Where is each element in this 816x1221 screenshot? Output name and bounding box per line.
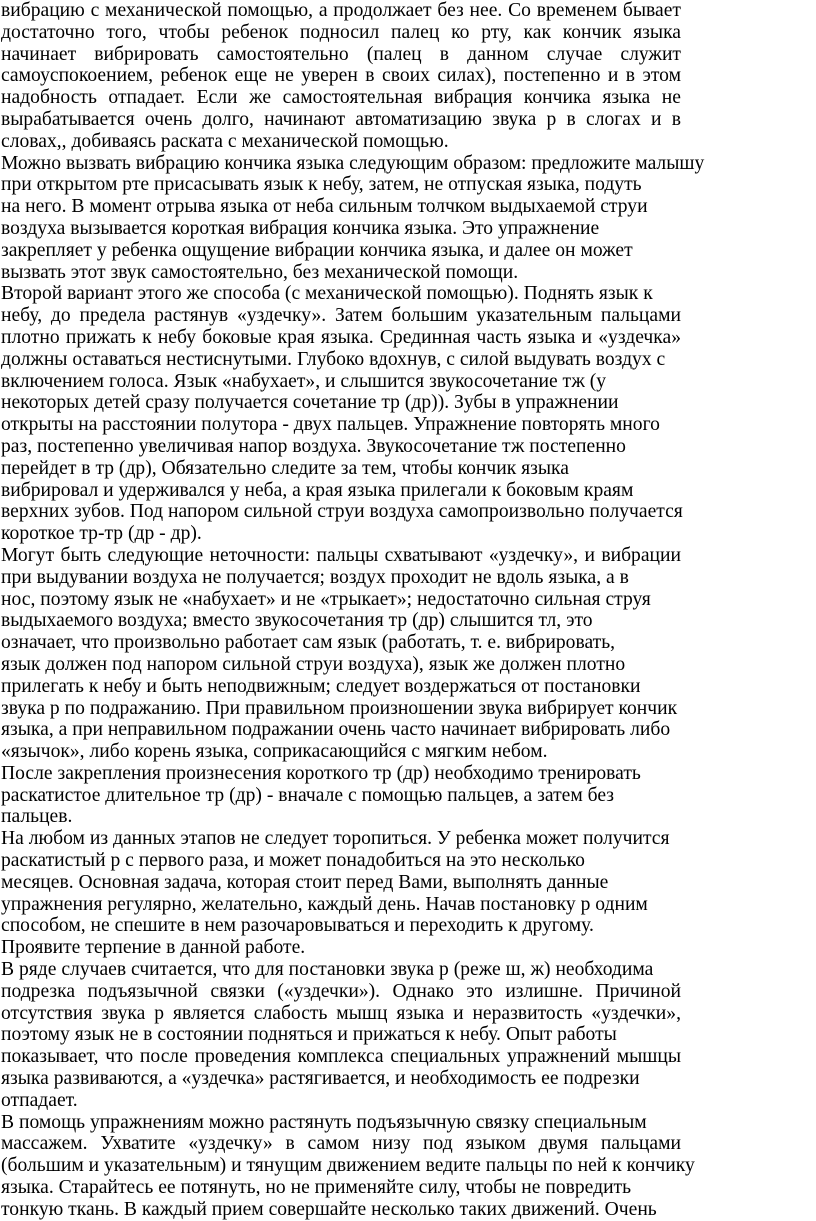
text-line: месяцев. Основная задача, которая стоит перед Вами, выполнять данные	[1, 871, 609, 893]
text-line: После закрепления произнесения короткого тр (др) необходимо тренировать	[1, 762, 641, 784]
text-line: достаточно того, чтобы ребенок подносил палец ко рту, как кончик языка	[1, 21, 681, 43]
text-line: (большим и указательным) и тянущим движением ведите пальцы по ней к кончику	[1, 1155, 695, 1177]
text-line: вибрацию с механической помощью, а продолжает без нее. Со временем бывает	[1, 0, 681, 21]
text-line: показывает, что после проведения комплекса специальных упражнений мышцы	[1, 1046, 681, 1068]
text-line: надобность отпадает. Если же самостоятельная вибрация кончика языка не	[1, 87, 681, 109]
text-line: упражнения регулярно, желательно, каждый день. Начав постановку р одним	[1, 893, 648, 915]
text-line: поэтому язык не в состоянии подняться и прижаться к небу. Опыт работы	[1, 1024, 617, 1046]
text-line: при открытом рте присасывать язык к небу, затем, не отпуская языка, подуть	[1, 174, 642, 196]
text-line: массажем. Ухватите «уздечку» в самом низу под языком двумя пальцами	[1, 1133, 681, 1155]
text-line: включением голоса. Язык «набухает», и слышится звукосочетание тж (у	[1, 370, 607, 392]
text-line: небу, до предела растянув «уздечку». Затем большим указательным пальцами	[1, 305, 681, 327]
text-line: язык должен под напором сильной струи воздуха), язык же должен плотно	[1, 653, 626, 675]
text-line: языка, а при неправильном подражании очень часто начинает вибрировать либо	[1, 719, 671, 741]
paragraph	[1, 1111, 695, 1221]
text-line: Проявите терпение в данной работе.	[1, 937, 306, 959]
text-line: вызвать этот звук самостоятельно, без механической помощи.	[1, 261, 519, 283]
text-line: тонкую ткань. В каждый прием совершайте несколько таких движений. Очень	[1, 1198, 657, 1220]
paragraph	[1, 545, 681, 763]
text-line: словах,, добиваясь раската с механической помощью.	[1, 130, 449, 152]
text-line: начинает вибрировать самостоятельно (палец в данном случае служит	[1, 43, 681, 65]
text-line: самоуспокоением, ребенок еще не уверен в своих силах), постепенно и в этом	[1, 65, 681, 87]
text-line: при выдувании воздуха не получается; воздух проходит не вдоль языка, а в	[1, 566, 629, 588]
text-line: должны оставаться нестиснутыми. Глубоко вдохнув, с силой выдувать воздух с	[1, 348, 666, 370]
text-line: выдыхаемого воздуха; вместо звукосочетания тр (др) слышится тл, это	[1, 610, 593, 632]
text-line: Второй вариант этого же способа (с механической помощью). Поднять язык к	[1, 283, 653, 305]
text-line: означает, что произвольно работает сам язык (работать, т. е. вибрировать,	[1, 632, 616, 654]
text-line: верхних зубов. Под напором сильной струи воздуха самопроизвольно получается	[1, 501, 683, 523]
text-line: закрепляет у ребенка ощущение вибрации кончика языка, и далее он может	[1, 239, 633, 261]
text-line: языка. Старайтесь ее потянуть, но не применяйте силу, чтобы не повредить	[1, 1177, 632, 1199]
text-line: отсутствия звука р является слабость мышц языка и неразвитость «уздечки»,	[1, 1002, 681, 1024]
text-line: В помощь упражнениям можно растянуть подъязычную связку специальным	[1, 1111, 647, 1133]
text-line: раскатистый р с первого раза, и может понадобиться на это несколько	[1, 850, 585, 872]
text-line: Можно вызвать вибрацию кончика языка следующим образом: предложите малышу	[1, 152, 705, 174]
text-line: звука р по подражанию. При правильном произношении звука вибрирует кончик	[1, 697, 678, 719]
text-line: открыты на расстоянии полутора - двух пальцев. Упражнение повторять много	[1, 414, 660, 436]
text-line: некоторых детей сразу получается сочетание тр (др)). Зубы в упражнении	[1, 392, 619, 414]
text-line: В ряде случаев считается, что для постановки звука р (реже ш, ж) необходима	[1, 959, 654, 981]
text-line: вибрировал и удерживался у неба, а края языка прилегали к боковым краям	[1, 479, 634, 501]
text-line: На любом из данных этапов не следует торопиться. У ребенка может получится	[1, 828, 670, 850]
text-line: пальцев.	[1, 806, 73, 828]
text-line: на него. В момент отрыва языка от неба сильным толчком выдыхаемой струи	[1, 196, 648, 218]
text-line: перейдет в тр (др), Обязательно следите за тем, чтобы кончик языка	[1, 457, 569, 479]
text-line: подрезка подъязычной связки («уздечки»). Однако это излишне. Причиной	[1, 980, 681, 1002]
document-body	[1, 0, 705, 1221]
text-line: способом, не спешите в нем разочаровываться и переходить к другому.	[1, 915, 594, 937]
paragraph	[1, 828, 681, 959]
text-line: языка развиваются, а «уздечка» растягивается, и необходимость ее подрезки	[1, 1068, 640, 1090]
text-line: нос, поэтому язык не «набухает» и не «трыкает»; недостаточно сильная струя	[1, 588, 651, 610]
text-line: раз, постепенно увеличивая напор воздуха. Звукосочетание тж постепенно	[1, 435, 626, 457]
paragraph	[1, 152, 705, 284]
paragraph	[1, 959, 681, 1112]
text-line: отпадает.	[1, 1089, 78, 1111]
text-line: прилегать к небу и быть неподвижным; следует воздержаться от постановки	[1, 675, 641, 697]
text-line: плотно прижать к небу боковые края языка. Срединная часть языка и «уздечка»	[1, 326, 681, 348]
paragraph	[1, 283, 681, 545]
text-line: вырабатывается очень долго, начинают автоматизацию звука р в слогах и в	[1, 108, 681, 130]
text-line: Могут быть следующие неточности: пальцы схватывают «уздечку», и вибрации	[1, 544, 681, 566]
paragraph	[1, 763, 681, 828]
text-line: воздуха вызывается короткая вибрация кончика языка. Это упражнение	[1, 217, 600, 239]
text-line: короткое тр-тр (др - др).	[1, 523, 202, 545]
text-line: «язычок», либо корень языка, соприкасающийся с мягким небом.	[1, 741, 548, 763]
paragraph	[1, 0, 681, 153]
text-line: раскатистое длительное тр (др) - вначале с помощью пальцев, а затем без	[1, 784, 615, 806]
